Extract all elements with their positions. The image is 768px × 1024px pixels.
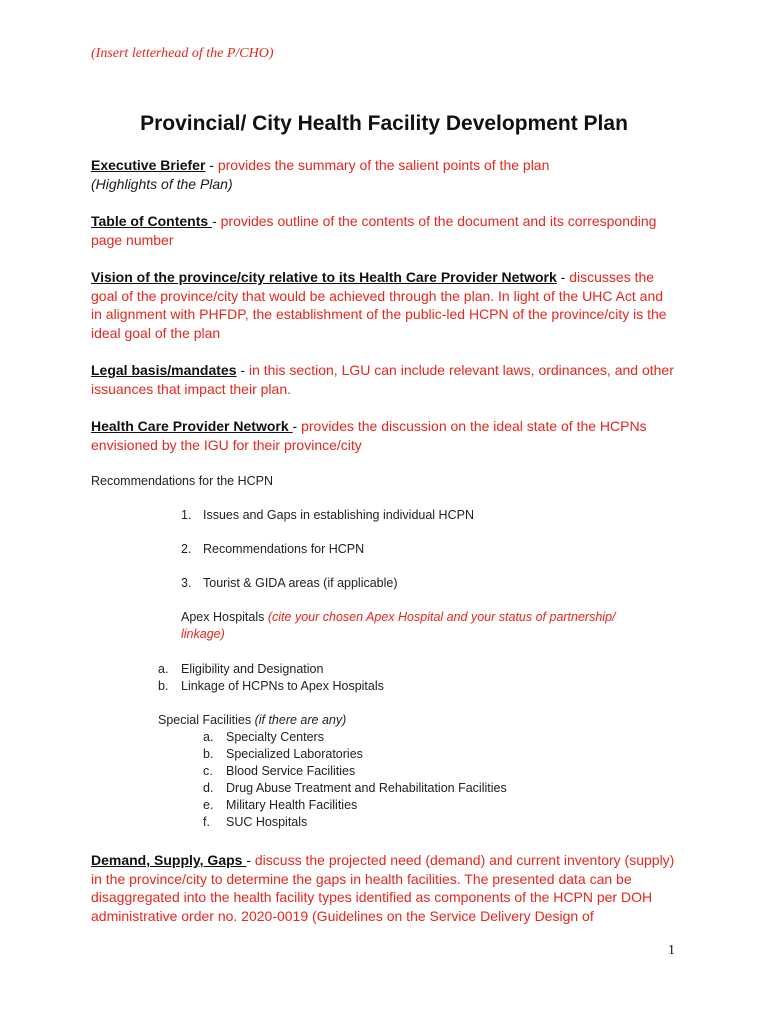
section-description: provides outline of the contents of the document and its corresponding page number <box>91 213 657 248</box>
section-label: Health Care Provider Network <box>91 418 293 434</box>
letterhead-placeholder: (Insert letterhead of the P/CHO) <box>91 46 274 61</box>
document-title: Provincial/ City Health Facility Development Plan <box>140 112 628 135</box>
section-label: Table of Contents <box>91 213 213 229</box>
list-item <box>158 678 384 695</box>
section-separator: - <box>246 852 255 868</box>
list-item <box>203 729 324 746</box>
list-text: Recommendations for HCPN <box>203 542 365 556</box>
list-letter: a. <box>158 662 169 676</box>
list-text: SUC Hospitals <box>226 815 308 829</box>
list-text: Blood Service Facilities <box>226 764 356 778</box>
section-table-of-contents <box>91 212 676 249</box>
section-label: Legal basis/mandates <box>91 362 237 378</box>
list-letter: c. <box>203 764 213 778</box>
section-legal-basis <box>91 361 676 398</box>
section-separator: - <box>556 269 570 285</box>
list-letter: e. <box>203 798 214 812</box>
list-text: Specialized Laboratories <box>226 747 363 761</box>
section-description: discusses the goal of the province/city that would be achieved through the plan. In light of the UHC Act and in alignment with PHFDP, the establishment of the public-led HCPN of the province/city is the ideal goal of the plan <box>91 269 667 341</box>
list-text: Military Health Facilities <box>226 798 358 812</box>
recommendations-heading: Recommendations for the HCPN <box>91 474 274 488</box>
section-label: Executive Briefer <box>91 157 206 173</box>
list-item <box>203 746 363 763</box>
list-letter: b. <box>158 679 169 693</box>
section-separator: - <box>236 362 249 378</box>
section-label: Demand, Supply, Gaps <box>91 852 247 868</box>
section-vision <box>91 268 676 342</box>
list-number: 2. <box>181 542 192 556</box>
section-demand-supply-gaps <box>91 851 676 925</box>
special-facilities-heading <box>158 712 346 729</box>
list-item <box>203 763 355 780</box>
list-letter: b. <box>203 747 214 761</box>
list-text: Specialty Centers <box>226 730 324 744</box>
list-item <box>181 575 398 592</box>
section-separator: - <box>292 418 302 434</box>
apex-hospitals-heading <box>181 609 651 643</box>
list-text: Linkage of HCPNs to Apex Hospitals <box>181 679 384 693</box>
section-description: in this section, LGU can include relevant laws, ordinances, and other issuances that impact their plan. <box>91 362 674 397</box>
section-separator: - <box>212 213 221 229</box>
apex-label: Apex Hospitals <box>181 610 268 624</box>
list-text: Tourist & GIDA areas (if applicable) <box>203 576 398 590</box>
list-item <box>181 507 474 524</box>
list-item <box>203 780 507 797</box>
section-health-care-provider-network <box>91 417 676 454</box>
list-item <box>203 797 357 814</box>
apex-note: (cite your chosen Apex Hospital and your status of partnership/ linkage) <box>181 610 616 641</box>
list-letter: d. <box>203 781 214 795</box>
section-description: discuss the projected need (demand) and current inventory (supply) in the province/city to determine the gaps in health facilities. The presented data can be disaggregated into the health facility types identified as components of the HCPN per DOH administrative order no. 2020-0019 (Guidelines on the Service Delivery Design of <box>91 852 675 924</box>
list-item <box>158 661 323 678</box>
list-text: Issues and Gaps in establishing individual HCPN <box>203 508 474 522</box>
page-number: 1 <box>668 943 675 958</box>
section-executive-briefer <box>91 156 676 193</box>
special-note: (if there are any) <box>254 713 347 727</box>
section-separator: - <box>205 157 218 173</box>
section-description: provides the discussion on the ideal state of the HCPNs envisioned by the IGU for their province/city <box>91 418 647 453</box>
list-number: 1. <box>181 508 192 522</box>
section-note: (Highlights of the Plan) <box>91 175 233 192</box>
section-description: provides the summary of the salient points of the plan <box>217 157 550 173</box>
list-item <box>181 541 364 558</box>
section-label: Vision of the province/city relative to its Health Care Provider Network <box>91 269 557 285</box>
list-text: Drug Abuse Treatment and Rehabilitation Facilities <box>226 781 507 795</box>
list-letter: a. <box>203 730 214 744</box>
list-text: Eligibility and Designation <box>181 662 324 676</box>
list-item <box>203 814 307 831</box>
special-label: Special Facilities <box>158 713 255 727</box>
list-number: 3. <box>181 576 192 590</box>
list-letter: f. <box>203 815 210 829</box>
